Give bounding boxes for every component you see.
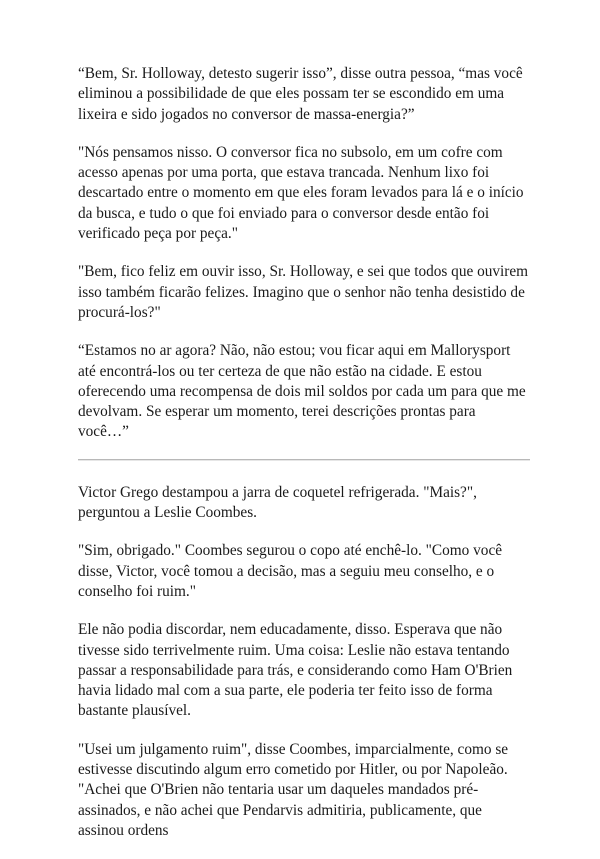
- paragraph: "Sim, obrigado." Coombes segurou o copo até enchê-lo. "Como você disse, Victor, você tomou a decisão, mas a seguiu meu conselho, e o conselho foi ruim.": [78, 542, 503, 600]
- paragraph: "Bem, fico feliz em ouvir isso, Sr. Holloway, e sei que todos que ouvirem isso também ficarão felizes. Imagino que o senhor não tenha desistido de procurá-los?": [78, 263, 529, 321]
- section-two: [78, 483, 530, 841]
- paragraph: “Estamos no ar agora? Não, não estou; vou ficar aqui em Mallorysport até encontrá-los ou ter certeza de que não estão na cidade. E estou oferecendo uma recompensa de dois mil soldos por cada um para que me devolvam. Se esperar um momento, terei descrições prontas para você…”: [78, 342, 526, 441]
- section-divider: [78, 459, 530, 461]
- paragraph: "Usei um julgamento ruim", disse Coombes, imparcialmente, como se estivesse discutindo algum erro cometido por Hitler, ou por Napoleão. "Achei que O'Brien não tentaria usar um daqueles mandados pré-assinados, e não achei que Pendarvis admitiria, publicamente, que assinou ordens: [78, 740, 509, 839]
- paragraph: “Bem, Sr. Holloway, detesto sugerir isso”, disse outra pessoa, “mas você eliminou a possibilidade de que eles possam ter se escondido em uma lixeira e sido jogados no conversor de massa-energia?”: [78, 65, 523, 123]
- paragraph: Ele não podia discordar, nem educadamente, disso. Esperava que não tivesse sido terrivelmente ruim. Uma coisa: Leslie não estava tentando passar a responsabilidade para trás, e considerando como Ham O'Brien havia lidado mal com a sua parte, ele poderia ter feito isso de forma bastante plausível.: [78, 621, 513, 720]
- section-one: [78, 64, 530, 443]
- document-page: [78, 64, 530, 859]
- paragraph: "Nós pensamos nisso. O conversor fica no subsolo, em um cofre com acesso apenas por uma porta, que estava trancada. Nenhum lixo foi descartado entre o momento em que eles foram levados para lá e o início da busca, e tudo o que foi enviado para o conversor desde então foi verificado peça por peça.": [78, 143, 524, 243]
- paragraph: Victor Grego destampou a jarra de coquetel refrigerada. "Mais?", perguntou a Leslie Coombes.: [78, 483, 477, 522]
